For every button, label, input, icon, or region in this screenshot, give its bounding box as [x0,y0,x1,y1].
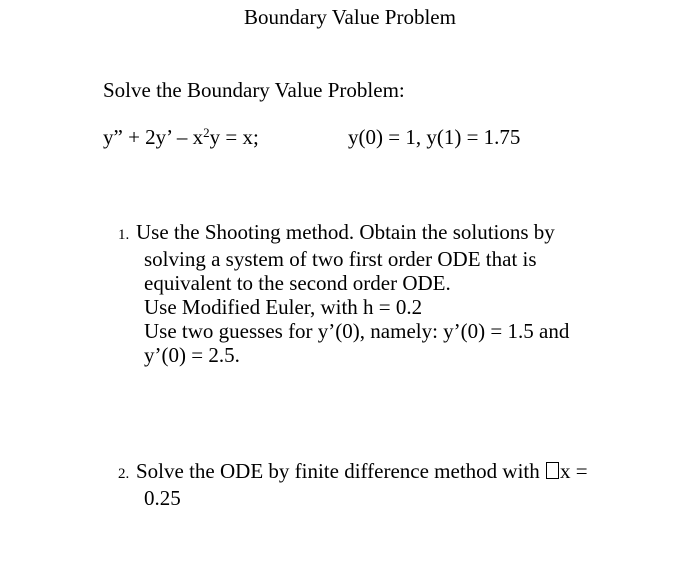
task-item-1 [118,220,598,367]
differential-equation [103,124,259,150]
task-1-line-6: y’(0) = 2.5. [144,343,240,367]
task-1-line-3: equivalent to the second order ODE. [144,271,451,295]
task-number: 2. [118,466,130,482]
task-1-line-2: solving a system of two first order ODE that is [144,247,537,271]
missing-glyph-icon [546,462,559,479]
task-number: 1. [118,227,130,243]
equation-lhs-part2: y = x; [209,125,259,149]
task-item-2 [118,459,598,510]
task-1-text-1: Use the Shooting method. Obtain the solutions by [136,220,555,244]
equation-lhs-part1: y” + 2y’ – x [103,125,204,149]
task-2-line-2: 0.25 [144,486,181,510]
task-1-line-4: Use Modified Euler, with h = 0.2 [144,295,423,319]
task-1-line-1 [118,220,598,247]
task-2-line-1 [118,459,598,486]
task-1-line-5: Use two guesses for y’(0), namely: y’(0) = 1.5 and [144,319,570,343]
page-title: Boundary Value Problem [244,5,456,29]
equation-exponent: 2 [203,125,210,140]
task-2-text-1: Solve the ODE by finite difference method with [136,459,546,483]
task-2-text-2: x = [560,459,588,483]
boundary-conditions: y(0) = 1, y(1) = 1.75 [348,125,521,149]
intro-text: Solve the Boundary Value Problem: [103,78,405,102]
